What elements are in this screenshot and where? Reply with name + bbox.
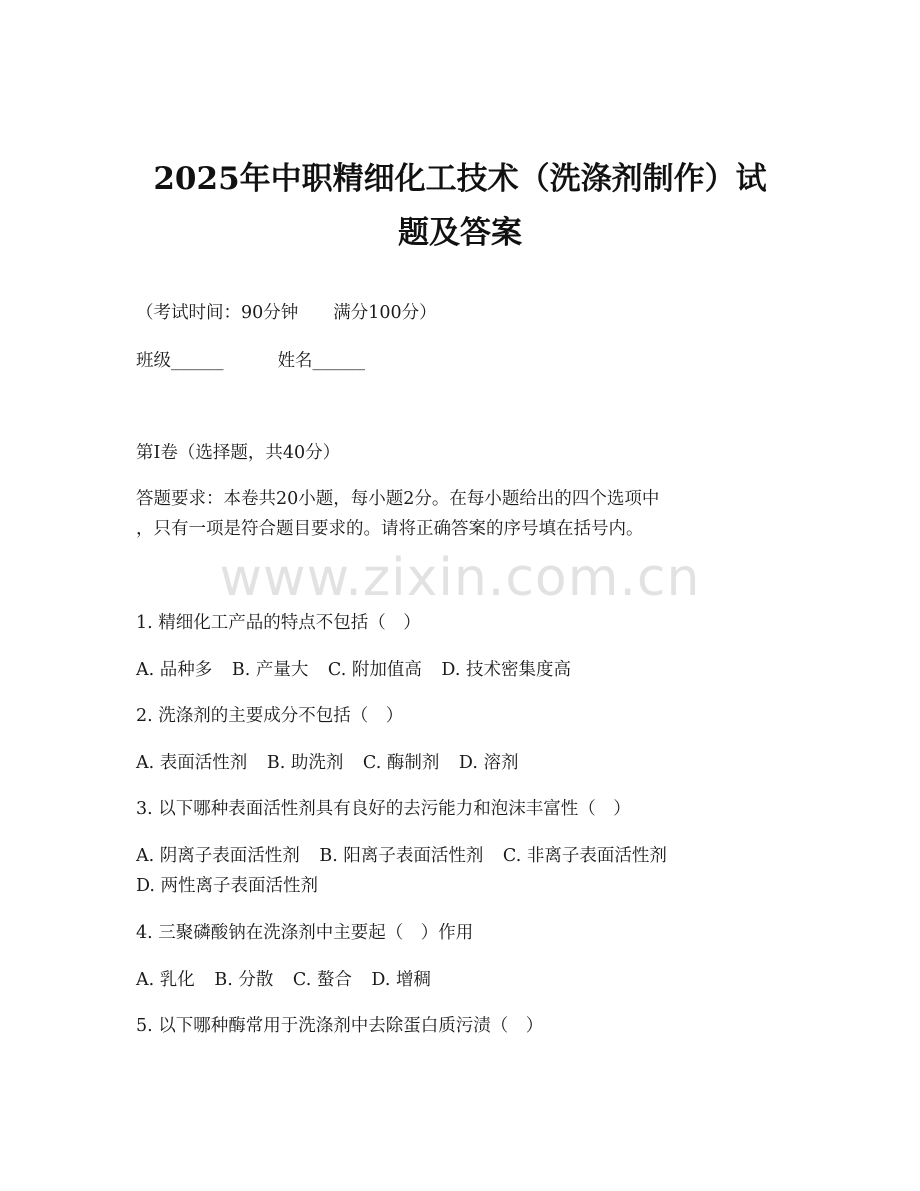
section-heading: 第I卷（选择题，共40分） xyxy=(136,443,341,463)
option: B. 助洗剂 xyxy=(266,753,344,773)
option: B. 分散 xyxy=(214,970,274,990)
option: C. 螯合 xyxy=(292,970,352,990)
question-stem: 3. 以下哪种表面活性剂具有良好的去污能力和泡沫丰富性（ ） xyxy=(136,799,631,819)
option: D. 溶剂 xyxy=(458,753,519,773)
question-options xyxy=(136,841,796,901)
question-options xyxy=(136,655,796,685)
question-stem: 2. 洗涤剂的主要成分不包括（ ） xyxy=(136,706,404,726)
instructions-line-1: 答题要求：本卷共20小题，每小题2分。在每小题给出的四个选项中 xyxy=(136,489,660,509)
watermark: www.zixin.com.cn xyxy=(219,548,701,608)
question-stem: 4. 三聚磷酸钠在洗涤剂中主要起（ ）作用 xyxy=(136,923,474,943)
title-line-1: 2025年中职精细化工技术（洗涤剂制作）试 xyxy=(153,161,767,197)
option: A. 阴离子表面活性剂 xyxy=(136,846,300,866)
question-stem: 1. 精细化工产品的特点不包括（ ） xyxy=(136,613,421,633)
option: D. 两性离子表面活性剂 xyxy=(136,876,319,896)
question-options xyxy=(136,748,796,778)
option: A. 品种多 xyxy=(136,660,213,680)
title-line-2: 题及答案 xyxy=(398,215,522,251)
name-field: 姓名______ xyxy=(277,351,365,371)
question-stem: 5. 以下哪种酶常用于洗涤剂中去除蛋白质污渍（ ） xyxy=(136,1016,544,1036)
option: D. 技术密集度高 xyxy=(441,660,571,680)
option: A. 表面活性剂 xyxy=(136,753,248,773)
option: B. 阳离子表面活性剂 xyxy=(319,846,484,866)
question-options xyxy=(136,965,796,995)
instructions-line-2: ，只有一项是符合题目要求的。请将正确答案的序号填在括号内。 xyxy=(136,519,644,539)
option: C. 非离子表面活性剂 xyxy=(502,846,667,866)
option: C. 酶制剂 xyxy=(362,753,440,773)
class-field: 班级______ xyxy=(136,351,224,371)
option: B. 产量大 xyxy=(231,660,309,680)
document-title xyxy=(60,152,860,260)
exam-info: （考试时间：90分钟 满分100分） xyxy=(136,303,437,323)
option: A. 乳化 xyxy=(136,970,195,990)
option: D. 增稠 xyxy=(371,970,431,990)
option: C. 附加值高 xyxy=(327,660,422,680)
student-info-row xyxy=(136,351,796,371)
